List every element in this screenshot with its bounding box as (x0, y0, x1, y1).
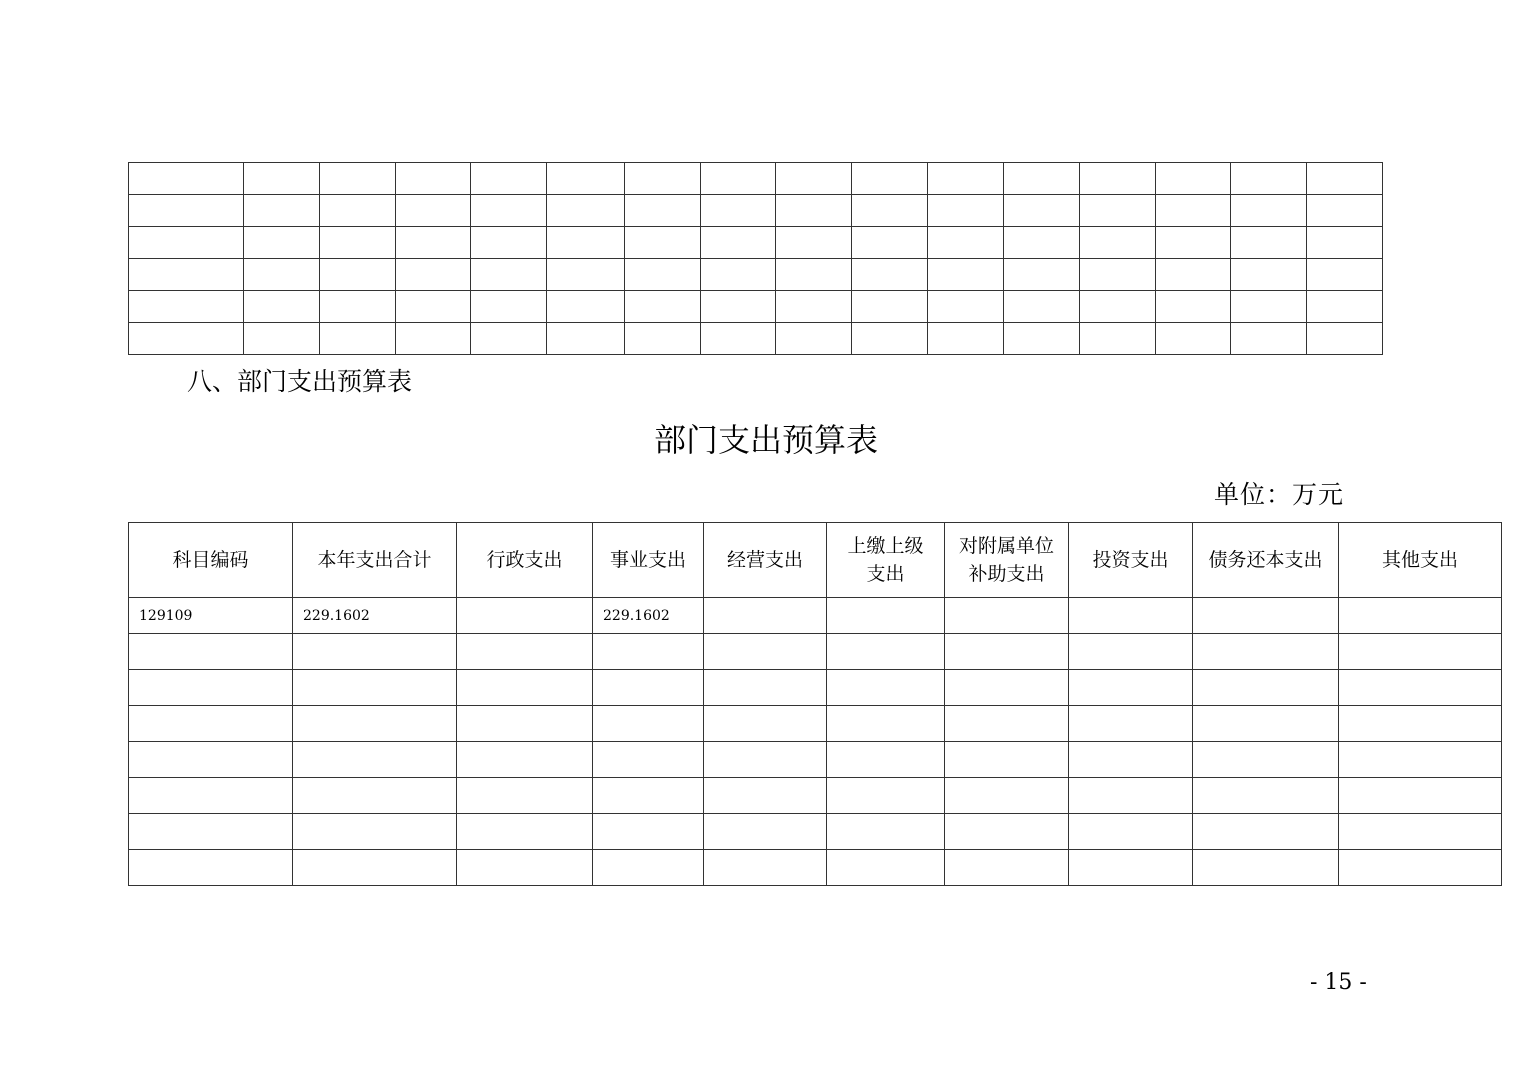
table-cell (129, 323, 244, 355)
table-cell (1156, 195, 1231, 227)
table-cell (293, 670, 457, 706)
table-cell (776, 259, 852, 291)
table-cell (852, 195, 928, 227)
table-cell (1069, 634, 1193, 670)
table-cell (1339, 670, 1502, 706)
table-cell (471, 323, 547, 355)
table-cell (471, 227, 547, 259)
table-cell (928, 227, 1004, 259)
table-cell (945, 814, 1069, 850)
table-row (129, 195, 1383, 227)
table-cell (945, 634, 1069, 670)
department-expenditure-budget-table (128, 522, 1502, 886)
table-cell (129, 706, 293, 742)
table-cell (827, 778, 945, 814)
table-cell (1193, 634, 1339, 670)
table-cell (625, 259, 701, 291)
table-cell (129, 742, 293, 778)
column-header-subject-code (129, 523, 293, 598)
table-row (129, 163, 1383, 195)
table-cell (625, 163, 701, 195)
table-cell (704, 634, 827, 670)
table-cell (776, 291, 852, 323)
table-cell (1004, 259, 1080, 291)
table-cell (1193, 778, 1339, 814)
table-cell (1339, 778, 1502, 814)
table-cell (852, 259, 928, 291)
table-cell (701, 163, 776, 195)
table-cell (1069, 814, 1193, 850)
table-cell (945, 850, 1069, 886)
table-row (129, 634, 1502, 670)
table-cell (129, 195, 244, 227)
table-cell (704, 742, 827, 778)
table-cell (396, 195, 471, 227)
table-cell (827, 814, 945, 850)
table-cell (129, 259, 244, 291)
table-cell (244, 227, 320, 259)
table-cell (701, 195, 776, 227)
table-row (129, 814, 1502, 850)
table-cell (293, 742, 457, 778)
table-cell (1339, 742, 1502, 778)
table-cell (945, 742, 1069, 778)
table-cell (1231, 195, 1307, 227)
table-cell (129, 670, 293, 706)
table-cell (852, 163, 928, 195)
table-cell (1080, 195, 1156, 227)
table-row (129, 291, 1383, 323)
table-cell (396, 259, 471, 291)
table-cell (1231, 163, 1307, 195)
table-cell (1080, 163, 1156, 195)
table-cell (776, 195, 852, 227)
table-cell (471, 259, 547, 291)
table-cell (625, 195, 701, 227)
table-cell (625, 291, 701, 323)
table-cell (593, 706, 704, 742)
table-cell (1307, 259, 1383, 291)
table-cell (827, 598, 945, 634)
table-row (129, 706, 1502, 742)
table-cell: 229.1602 (593, 598, 704, 634)
table-cell (396, 227, 471, 259)
table-cell (471, 291, 547, 323)
column-header-label: 对附属单位 补助支出 (958, 535, 1054, 585)
table-cell (129, 814, 293, 850)
column-header-administrative (457, 523, 593, 598)
table-cell (457, 814, 593, 850)
previous-table-continuation (128, 162, 1383, 355)
table-cell (593, 634, 704, 670)
table-cell (244, 259, 320, 291)
table-cell (471, 195, 547, 227)
table-cell (1004, 227, 1080, 259)
table-cell (928, 323, 1004, 355)
table-cell (1307, 195, 1383, 227)
table-cell (928, 163, 1004, 195)
table-cell (320, 323, 396, 355)
table-row (129, 670, 1502, 706)
table-cell (293, 850, 457, 886)
unit-label: 单位：万元 (1214, 480, 1345, 509)
table-cell (704, 706, 827, 742)
table-cell (244, 323, 320, 355)
table-cell (1004, 291, 1080, 323)
table-cell (457, 598, 593, 634)
table-cell (1231, 259, 1307, 291)
table-cell (1004, 163, 1080, 195)
table-cell (547, 227, 625, 259)
table-cell (129, 634, 293, 670)
table-cell (704, 670, 827, 706)
table-cell (704, 778, 827, 814)
table-cell (1080, 227, 1156, 259)
column-header-label: 科目编码 (172, 549, 249, 571)
table-cell (852, 291, 928, 323)
table-row (129, 598, 1502, 634)
column-header-investment (1069, 523, 1193, 598)
table-cell (593, 814, 704, 850)
table-cell (1307, 323, 1383, 355)
table-cell (547, 291, 625, 323)
table-cell (1339, 598, 1502, 634)
table-cell (1069, 670, 1193, 706)
table-cell (1231, 291, 1307, 323)
table-cell (928, 291, 1004, 323)
table-cell (1231, 227, 1307, 259)
table-cell (457, 706, 593, 742)
table-row (129, 259, 1383, 291)
table-cell (704, 850, 827, 886)
table-cell (704, 814, 827, 850)
table-cell (1193, 742, 1339, 778)
table-cell (1004, 323, 1080, 355)
table-cell (1156, 163, 1231, 195)
table-cell (547, 163, 625, 195)
table-row (129, 323, 1383, 355)
column-header-total (293, 523, 457, 598)
table-cell (129, 291, 244, 323)
table-cell (1080, 291, 1156, 323)
table-cell (244, 195, 320, 227)
table-cell (320, 259, 396, 291)
table-cell (625, 323, 701, 355)
column-header-institutional (593, 523, 704, 598)
table-header-row (129, 523, 1502, 598)
table-cell (293, 634, 457, 670)
table-cell (827, 670, 945, 706)
table-cell (945, 670, 1069, 706)
column-header-label: 事业支出 (609, 549, 686, 571)
column-header-label: 其他支出 (1381, 549, 1458, 571)
table-row (129, 850, 1502, 886)
table-cell (945, 598, 1069, 634)
table-cell (547, 195, 625, 227)
table-cell (945, 706, 1069, 742)
table-cell (593, 778, 704, 814)
table-cell (701, 291, 776, 323)
table-cell (129, 227, 244, 259)
table-cell (457, 742, 593, 778)
table-cell (1069, 706, 1193, 742)
table-cell (293, 706, 457, 742)
table-cell (1080, 259, 1156, 291)
table-cell (1339, 850, 1502, 886)
table-cell (1156, 259, 1231, 291)
table-cell (593, 742, 704, 778)
table-cell (1080, 323, 1156, 355)
column-header-subsidiary-subsidy (945, 523, 1069, 598)
column-header-other (1339, 523, 1502, 598)
table-cell (471, 163, 547, 195)
table-cell (776, 163, 852, 195)
table-cell (244, 163, 320, 195)
table-cell (827, 742, 945, 778)
table-cell (776, 323, 852, 355)
table-cell (1156, 291, 1231, 323)
table-cell (928, 195, 1004, 227)
table-cell (1069, 742, 1193, 778)
table-cell (1339, 706, 1502, 742)
table-cell (129, 850, 293, 886)
table-row (129, 778, 1502, 814)
table-cell (320, 227, 396, 259)
table-cell (827, 706, 945, 742)
table-cell (547, 259, 625, 291)
table-row (129, 742, 1502, 778)
table-cell (457, 670, 593, 706)
column-header-label: 经营支出 (726, 549, 803, 571)
table-cell (945, 778, 1069, 814)
table-cell (1069, 850, 1193, 886)
table-cell (1193, 706, 1339, 742)
column-header-label: 上缴上级 支出 (847, 535, 924, 585)
column-header-label: 债务还本支出 (1208, 549, 1323, 571)
table-cell (1069, 778, 1193, 814)
table-cell (1156, 323, 1231, 355)
table-cell (701, 259, 776, 291)
table-cell (1339, 634, 1502, 670)
table-cell (701, 323, 776, 355)
table-cell (827, 850, 945, 886)
table-cell (396, 291, 471, 323)
column-header-label: 行政支出 (486, 549, 563, 571)
page-number: - 15 - (1310, 970, 1367, 995)
table-title: 部门支出预算表 (653, 421, 878, 459)
table-cell (1193, 814, 1339, 850)
table-cell (1193, 850, 1339, 886)
table-cell (852, 323, 928, 355)
table-cell (1193, 670, 1339, 706)
table-cell (547, 323, 625, 355)
table-cell (593, 670, 704, 706)
table-cell (129, 163, 244, 195)
table-cell (852, 227, 928, 259)
table-cell (1156, 227, 1231, 259)
section-heading: 八、部门支出预算表 (187, 367, 413, 396)
table-cell (1307, 163, 1383, 195)
table-cell (928, 259, 1004, 291)
column-header-label: 投资支出 (1092, 549, 1169, 571)
table-row (129, 227, 1383, 259)
table-cell (1339, 814, 1502, 850)
table-cell (320, 291, 396, 323)
table-cell (457, 778, 593, 814)
table-cell (457, 634, 593, 670)
table-cell: 229.1602 (293, 598, 457, 634)
table-cell (244, 291, 320, 323)
table-cell (320, 163, 396, 195)
table-cell (1231, 323, 1307, 355)
table-cell: 129109 (129, 598, 293, 634)
table-cell (293, 814, 457, 850)
table-cell (1307, 227, 1383, 259)
table-cell (625, 227, 701, 259)
table-cell (457, 850, 593, 886)
table-cell (1193, 598, 1339, 634)
table-cell (293, 778, 457, 814)
table-cell (396, 163, 471, 195)
table-cell (776, 227, 852, 259)
column-header-operating (704, 523, 827, 598)
column-header-remit-superior (827, 523, 945, 598)
table-cell (701, 227, 776, 259)
column-header-debt-repayment (1193, 523, 1339, 598)
table-cell (129, 778, 293, 814)
table-cell (1004, 195, 1080, 227)
table-cell (396, 323, 471, 355)
table-cell (593, 850, 704, 886)
table-cell (320, 195, 396, 227)
table-cell (1069, 598, 1193, 634)
column-header-label: 本年支出合计 (317, 549, 432, 571)
table-cell (704, 598, 827, 634)
table-cell (1307, 291, 1383, 323)
table-cell (827, 634, 945, 670)
